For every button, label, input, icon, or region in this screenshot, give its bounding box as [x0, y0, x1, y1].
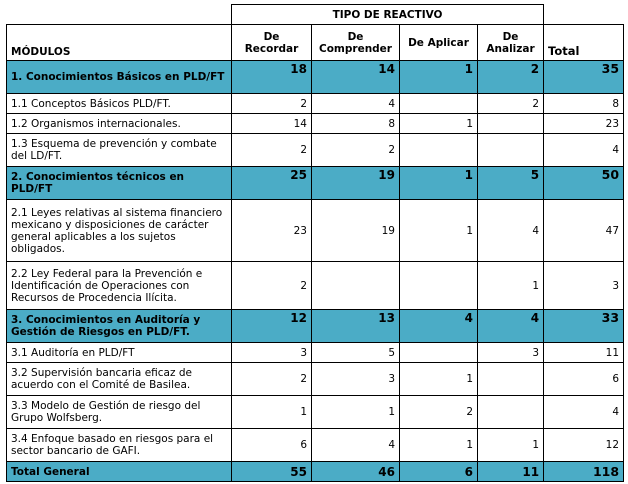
- aplicar-cell: 2: [400, 396, 478, 429]
- table-row: [7, 396, 624, 429]
- module-label: 3.3 Modelo de Gestión de riesgo del Grupo Wolfsberg.: [7, 396, 232, 429]
- recordar-cell: 2: [232, 94, 312, 114]
- recordar-cell: 14: [232, 114, 312, 134]
- aplicar-cell: [400, 343, 478, 363]
- aplicar-cell: 1: [400, 363, 478, 396]
- aplicar-cell: 1: [400, 167, 478, 200]
- section-row: [7, 167, 624, 200]
- comprender-cell: 14: [312, 61, 400, 94]
- recordar-cell: 3: [232, 343, 312, 363]
- comprender-cell: 19: [312, 167, 400, 200]
- col-analizar-header: De Analizar: [478, 25, 544, 61]
- recordar-cell: 25: [232, 167, 312, 200]
- recordar-cell: 23: [232, 200, 312, 262]
- table-row: [7, 343, 624, 363]
- analizar-cell: [478, 363, 544, 396]
- module-label: 1.3 Esquema de prevención y combate del LD/FT.: [7, 134, 232, 167]
- total-label: Total General: [7, 462, 232, 482]
- module-label: 1.2 Organismos internacionales.: [7, 114, 232, 134]
- aplicar-cell: 1: [400, 200, 478, 262]
- comprender-cell: 5: [312, 343, 400, 363]
- analizar-cell: 3: [478, 343, 544, 363]
- analizar-cell: 11: [478, 462, 544, 482]
- table-row: [7, 363, 624, 396]
- module-label: 2.2 Ley Federal para la Prevención e Identificación de Operaciones con Recursos de Procedencia Ilícita.: [7, 262, 232, 310]
- module-label: 3.1 Auditoría en PLD/FT: [7, 343, 232, 363]
- blank-corner-cell-right: [544, 5, 624, 25]
- section-label: 1. Conocimientos Básicos en PLD/FT: [7, 61, 232, 94]
- recordar-cell: 55: [232, 462, 312, 482]
- recordar-cell: 2: [232, 262, 312, 310]
- total-cell: 12: [544, 429, 624, 462]
- comprender-cell: [312, 262, 400, 310]
- table-row: [7, 94, 624, 114]
- total-cell: 118: [544, 462, 624, 482]
- aplicar-cell: 6: [400, 462, 478, 482]
- comprender-cell: 3: [312, 363, 400, 396]
- aplicar-cell: 1: [400, 114, 478, 134]
- column-header-row: [7, 25, 624, 61]
- analizar-cell: [478, 134, 544, 167]
- section-row: [7, 310, 624, 343]
- recordar-cell: 12: [232, 310, 312, 343]
- section-row: [7, 61, 624, 94]
- total-cell: 11: [544, 343, 624, 363]
- table-row: [7, 114, 624, 134]
- analizar-cell: [478, 114, 544, 134]
- section-label: 3. Conocimientos en Auditoría y Gestión de Riesgos en PLD/FT.: [7, 310, 232, 343]
- module-label: 3.2 Supervisión bancaria eficaz de acuerdo con el Comité de Basilea.: [7, 363, 232, 396]
- group-title-tipo-reactivo: TIPO DE REACTIVO: [232, 5, 544, 25]
- analizar-cell: 1: [478, 262, 544, 310]
- analizar-cell: 5: [478, 167, 544, 200]
- total-cell: 50: [544, 167, 624, 200]
- module-label: 2.1 Leyes relativas al sistema financiero mexicano y disposiciones de carácter general aplicables a los sujetos obligados.: [7, 200, 232, 262]
- recordar-cell: 18: [232, 61, 312, 94]
- total-cell: 35: [544, 61, 624, 94]
- comprender-cell: 4: [312, 429, 400, 462]
- recordar-cell: 1: [232, 396, 312, 429]
- total-cell: 6: [544, 363, 624, 396]
- total-general-row: [7, 462, 624, 482]
- modules-header: MÓDULOS: [7, 25, 232, 61]
- table-row: [7, 429, 624, 462]
- recordar-cell: 2: [232, 134, 312, 167]
- col-aplicar-header: De Aplicar: [400, 25, 478, 61]
- analizar-cell: 4: [478, 200, 544, 262]
- col-total-header: Total: [544, 25, 624, 61]
- table-row: [7, 262, 624, 310]
- comprender-cell: 4: [312, 94, 400, 114]
- aplicar-cell: 1: [400, 429, 478, 462]
- analizar-cell: [478, 396, 544, 429]
- module-label: 1.1 Conceptos Básicos PLD/FT.: [7, 94, 232, 114]
- analizar-cell: 2: [478, 61, 544, 94]
- comprender-cell: 13: [312, 310, 400, 343]
- aplicar-cell: [400, 94, 478, 114]
- aplicar-cell: [400, 134, 478, 167]
- analizar-cell: 2: [478, 94, 544, 114]
- total-cell: 33: [544, 310, 624, 343]
- col-recordar-header: De Recordar: [232, 25, 312, 61]
- recordar-cell: 2: [232, 363, 312, 396]
- comprender-cell: 19: [312, 200, 400, 262]
- total-cell: 4: [544, 134, 624, 167]
- comprender-cell: 46: [312, 462, 400, 482]
- total-cell: 47: [544, 200, 624, 262]
- table-row: [7, 200, 624, 262]
- table-row: [7, 134, 624, 167]
- group-header-row: [7, 5, 624, 25]
- total-cell: 23: [544, 114, 624, 134]
- aplicar-cell: [400, 262, 478, 310]
- aplicar-cell: 4: [400, 310, 478, 343]
- comprender-cell: 8: [312, 114, 400, 134]
- comprender-cell: 1: [312, 396, 400, 429]
- comprender-cell: 2: [312, 134, 400, 167]
- section-label: 2. Conocimientos técnicos en PLD/FT: [7, 167, 232, 200]
- total-cell: 3: [544, 262, 624, 310]
- module-label: 3.4 Enfoque basado en riesgos para el sector bancario de GAFI.: [7, 429, 232, 462]
- reactivos-table: [6, 4, 624, 482]
- col-comprender-header: De Comprender: [312, 25, 400, 61]
- aplicar-cell: 1: [400, 61, 478, 94]
- analizar-cell: 1: [478, 429, 544, 462]
- recordar-cell: 6: [232, 429, 312, 462]
- total-cell: 4: [544, 396, 624, 429]
- blank-corner-cell: [7, 5, 232, 25]
- analizar-cell: 4: [478, 310, 544, 343]
- total-cell: 8: [544, 94, 624, 114]
